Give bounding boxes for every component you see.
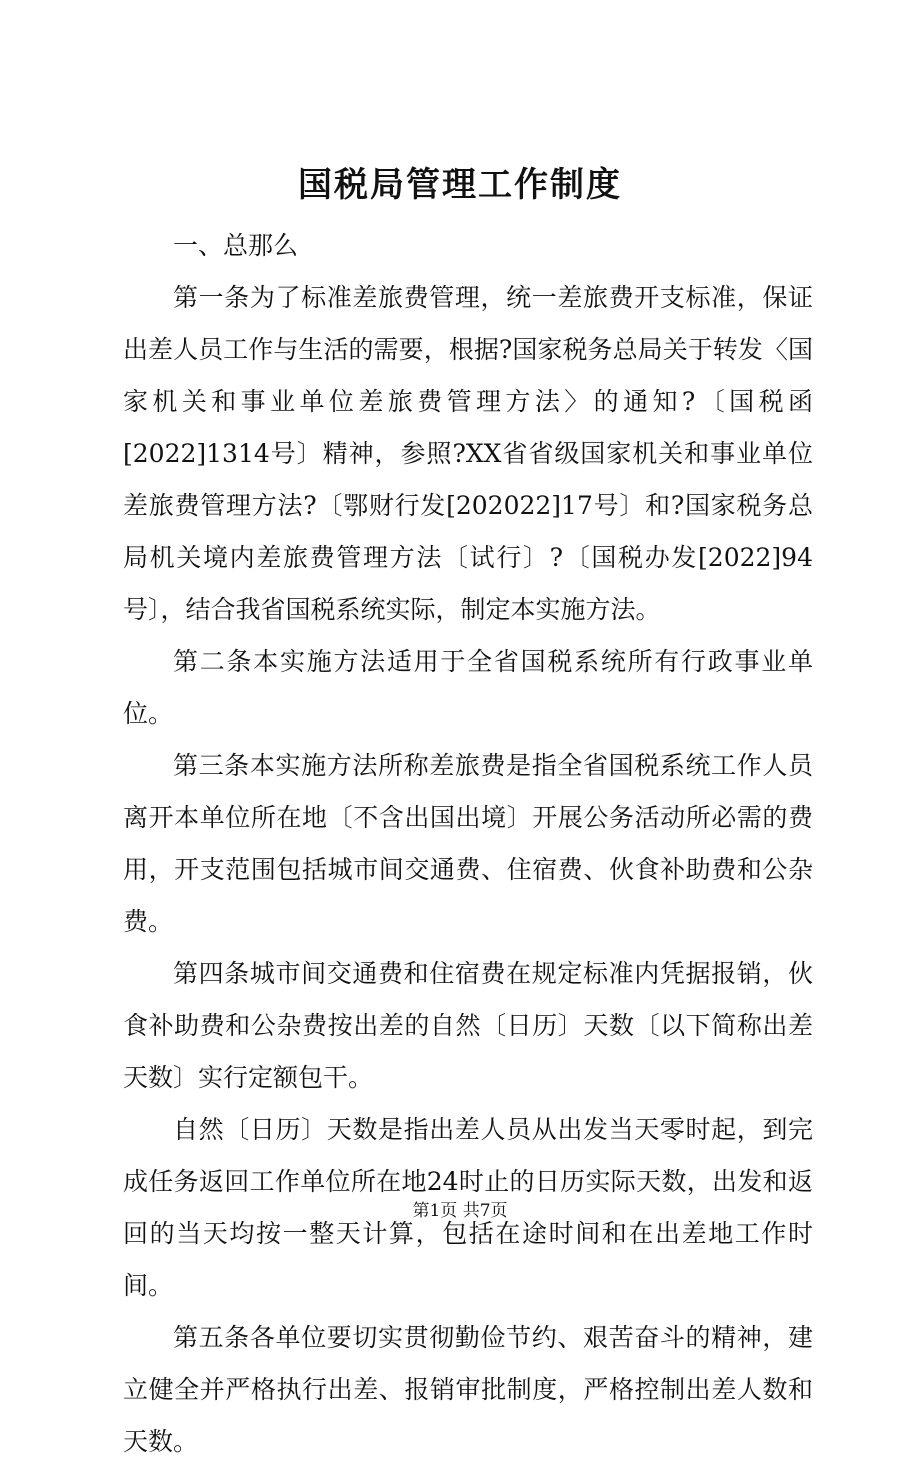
paragraph-article-3: 第三条本实施方法所称差旅费是指全省国税系统工作人员离开本单位所在地〔不含出国出境〕开展公务活动所必需的费用，开支范围包括城市间交通费、住宿费、伙食补助费和公杂费。 bbox=[123, 751, 813, 936]
paragraph-calendar-days: 自然〔日历〕天数是指出差人员从出发当天零时起，到完成任务返回工作单位所在地24时止的日历实际天数，出发和返回的当天均按一整天计算，包括在途时间和在出差地工作时间。 bbox=[123, 1115, 813, 1300]
paragraph-article-5: 第五条各单位要切实贯彻勤俭节约、艰苦奋斗的精神，建立健全并严格执行出差、报销审批制度，严格控制出差人数和天数。 bbox=[123, 1323, 813, 1456]
paragraph-article-4: 第四条城市间交通费和住宿费在规定标准内凭据报销，伙食补助费和公杂费按出差的自然〔日历〕天数〔以下简称出差天数〕实行定额包干。 bbox=[123, 959, 813, 1092]
document-body bbox=[123, 220, 813, 1468]
paragraph-article-1: 第一条为了标准差旅费管理，统一差旅费开支标准，保证出差人员工作与生活的需要，根据?国家税务总局关于转发〈国家机关和事业单位差旅费管理方法〉的通知?〔国税函[2022]1314号〕精神，参照?XX省省级国家机关和事业单位差旅费管理方法?〔鄂财行发[202022]17号〕和?国家税务总局机关境内差旅费管理方法〔试行〕?〔国税办发[2022]94号〕，结合我省国税系统实际，制定本实施方法。 bbox=[123, 283, 813, 624]
document-title: 国税局管理工作制度 bbox=[298, 165, 622, 205]
section-heading: 一、总那么 bbox=[173, 231, 299, 260]
paragraph-article-2: 第二条本实施方法适用于全省国税系统所有行政事业单位。 bbox=[123, 647, 813, 728]
page-number-footer: 第1页 共7页 bbox=[412, 1201, 508, 1221]
